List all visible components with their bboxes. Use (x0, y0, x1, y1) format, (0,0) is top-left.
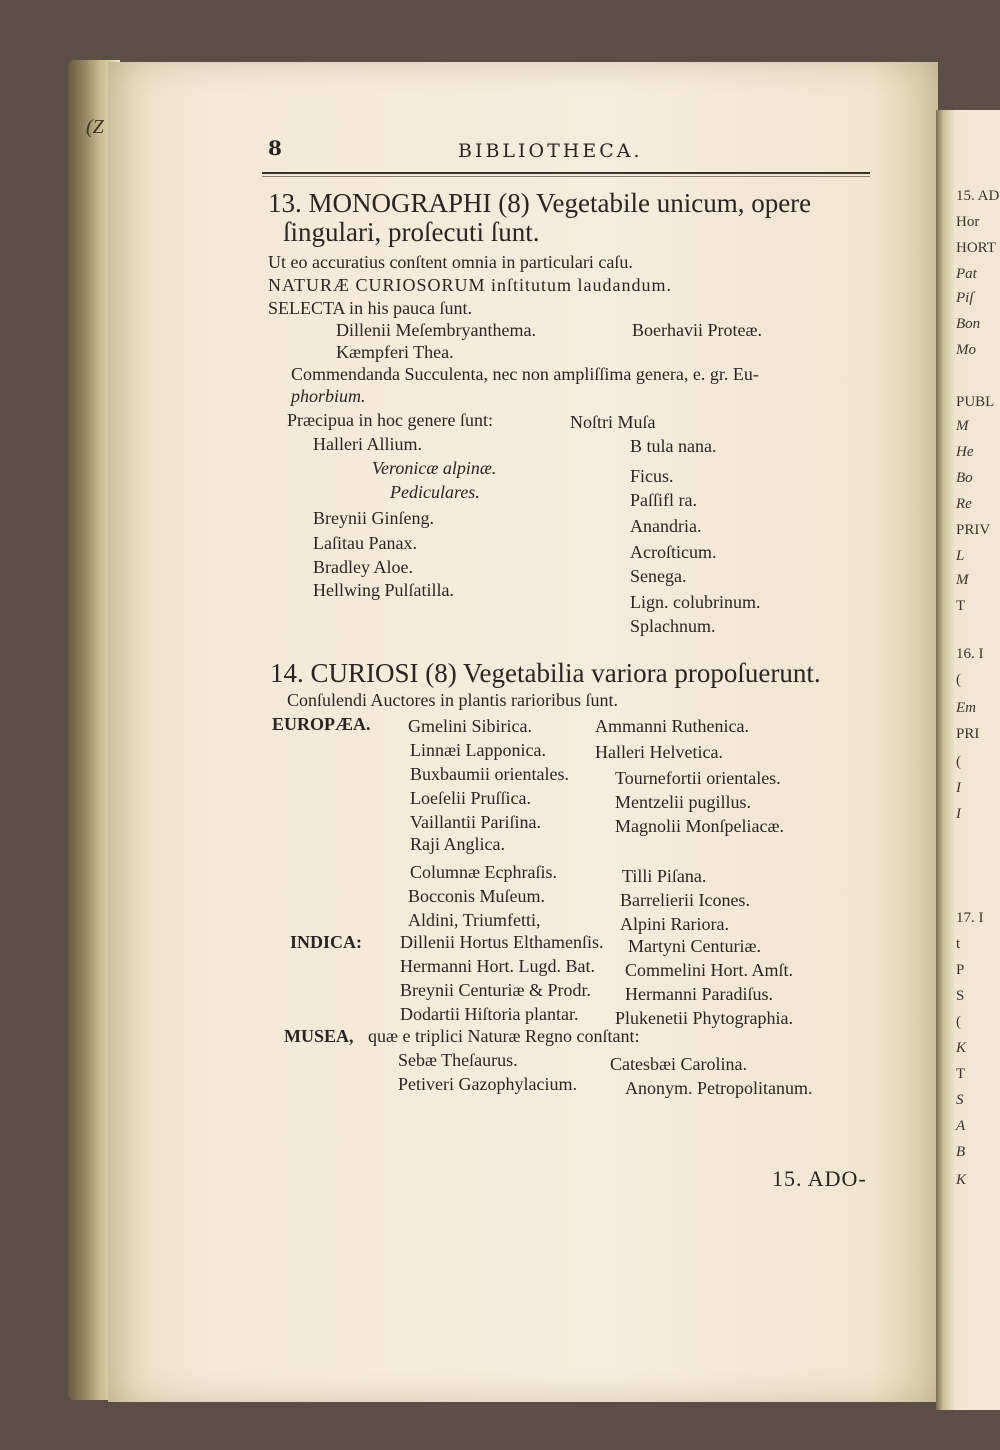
category-label: INDICA: (290, 932, 362, 952)
entry: Senega. (630, 566, 687, 586)
catchword: 15. ADO- (772, 1166, 867, 1191)
facing-text: Bo (956, 470, 973, 486)
facing-text: S (956, 1092, 964, 1108)
entry: Acroſticum. (630, 542, 717, 562)
entry: Linnæi Lapponica. (410, 740, 546, 760)
entry: Martyni Centuriæ. (628, 936, 761, 956)
entry: Ficus. (630, 466, 674, 486)
entry: Ammanni Ruthenica. (595, 716, 749, 736)
facing-text: 15. AD (956, 188, 1000, 204)
entry: Hellwing Pulſatilla. (313, 580, 454, 600)
entry: Tilli Piſana. (622, 866, 707, 886)
facing-text: S (956, 988, 965, 1004)
category-label: EUROPÆA. (272, 714, 371, 734)
entry: Lign. colubrinum. (630, 592, 761, 612)
facing-text: I (956, 806, 961, 822)
facing-text: K (956, 1040, 967, 1056)
page-number: 8 (268, 136, 282, 160)
text-line: phorbium. (291, 386, 366, 406)
entry: Dodartii Hiſtoria plantar. (400, 1004, 579, 1024)
facing-text: A (956, 1118, 966, 1134)
entry: Aldini, Triumfetti, (408, 910, 541, 930)
facing-text: B (956, 1144, 966, 1160)
facing-text: I (956, 780, 961, 796)
facing-text: t (956, 936, 961, 952)
entry: Mentzelii pugillus. (615, 792, 751, 812)
running-title: BIBLIOTHECA. (458, 140, 643, 162)
section-13-heading: 13. MONOGRAPHI (8) Vegetabile unicum, opere (268, 188, 812, 218)
entry: Anonym. Petropolitanum. (625, 1078, 813, 1098)
entry: Magnolii Monſpeliacæ. (615, 816, 784, 836)
entry: Vaillantii Pariſina. (410, 812, 541, 832)
facing-text: HORT (956, 240, 996, 256)
entry: B tula nana. (630, 436, 717, 456)
facing-text: Mo (956, 342, 976, 358)
facing-text: Bon (956, 316, 981, 332)
facing-text: T (956, 598, 966, 614)
entry: Pediculares. (390, 482, 480, 502)
facing-text: M (956, 418, 969, 434)
entry: Halleri Allium. (313, 434, 422, 454)
margin-annotation: (Z (86, 116, 104, 138)
entry: Barrelierii Icones. (620, 890, 750, 910)
entry: Gmelini Sibirica. (408, 716, 532, 736)
facing-text: 17. I (956, 910, 984, 926)
entry: Hermanni Hort. Lugd. Bat. (400, 956, 595, 976)
entry: Raji Anglica. (410, 834, 505, 854)
text-line: quæ e triplici Naturæ Regno conſtant: (368, 1026, 640, 1046)
facing-text: PRIV (956, 522, 991, 538)
facing-text: ( (956, 672, 961, 688)
facing-text: Pat (956, 266, 977, 282)
entry: Breynii Ginſeng. (313, 508, 434, 528)
facing-text: Piſ (956, 290, 974, 306)
facing-text: L (956, 548, 965, 564)
facing-text: T (956, 1066, 966, 1082)
entry: Catesbæi Carolina. (610, 1054, 747, 1074)
entry: Veronicæ alpinæ. (372, 458, 497, 478)
header-rule (262, 172, 870, 174)
facing-text: K (956, 1172, 967, 1188)
facing-page-edge (936, 110, 1000, 1410)
entry: Bradley Aloe. (313, 557, 413, 577)
facing-text: ( (956, 1014, 961, 1030)
facing-text: Em (956, 700, 976, 716)
entry: Boerhavii Proteæ. (632, 320, 762, 340)
entry: Dillenii Hortus Elthamenſis. (400, 932, 604, 952)
facing-text: PRI (956, 726, 980, 742)
entry: Alpini Rariora. (620, 914, 729, 934)
entry: Petiveri Gazophylacium. (398, 1074, 577, 1094)
entry: Breynii Centuriæ & Prodr. (400, 980, 591, 1000)
entry: Plukenetii Phytographia. (615, 1008, 793, 1028)
entry: Tournefortii orientales. (615, 768, 781, 788)
entry: Halleri Helvetica. (595, 742, 723, 762)
entry: Loeſelii Pruſſica. (410, 788, 531, 808)
section-14-heading: 14. CURIOSI (8) Vegetabilia variora propoſuerunt. (270, 658, 821, 688)
header-rule-thin (262, 176, 870, 177)
text-line: Ut eo accuratius conſtent omnia in particulari caſu. (268, 252, 633, 272)
category-label: MUSEA, (284, 1026, 354, 1046)
text-line: NATURÆ CURIOSORUM inſtitutum laudandum. (268, 275, 673, 295)
page-header (262, 134, 872, 168)
facing-text: Re (956, 496, 972, 512)
text-line: Commendanda Succulenta, nec non ampliſſima genera, e. gr. Eu- (291, 364, 759, 384)
entry: Noſtri Muſa (570, 412, 656, 432)
section-13-heading-cont: ſingulari, proſecuti ſunt. (283, 217, 540, 247)
facing-text: M (956, 572, 969, 588)
entry: Paſſifl ra. (630, 490, 697, 510)
text-line: Præcipua in hoc genere ſunt: (287, 410, 493, 430)
entry: Buxbaumii orientales. (410, 764, 569, 784)
entry: Bocconis Muſeum. (408, 886, 545, 906)
facing-text: PUBL (956, 394, 995, 410)
entry: Kæmpferi Thea. (336, 342, 454, 362)
facing-text: 16. I (956, 646, 984, 662)
facing-text: P (956, 962, 965, 978)
entry: Laſitau Panax. (313, 533, 417, 553)
entry: Anandria. (630, 516, 702, 536)
entry: Splachnum. (630, 616, 716, 636)
entry: Dillenii Meſembryanthema. (336, 320, 536, 340)
entry: Columnæ Ecphraſis. (410, 862, 557, 882)
entry: Hermanni Paradiſus. (625, 984, 773, 1004)
facing-text: Hor (956, 214, 980, 230)
text-line: SELECTA in his pauca ſunt. (268, 298, 473, 318)
facing-text: He (956, 444, 974, 460)
facing-text: ( (956, 754, 961, 770)
entry: Commelini Hort. Amſt. (625, 960, 794, 980)
text-line: Conſulendi Auctores in plantis rarioribus ſunt. (287, 690, 618, 710)
entry: Sebæ Theſaurus. (398, 1050, 518, 1070)
